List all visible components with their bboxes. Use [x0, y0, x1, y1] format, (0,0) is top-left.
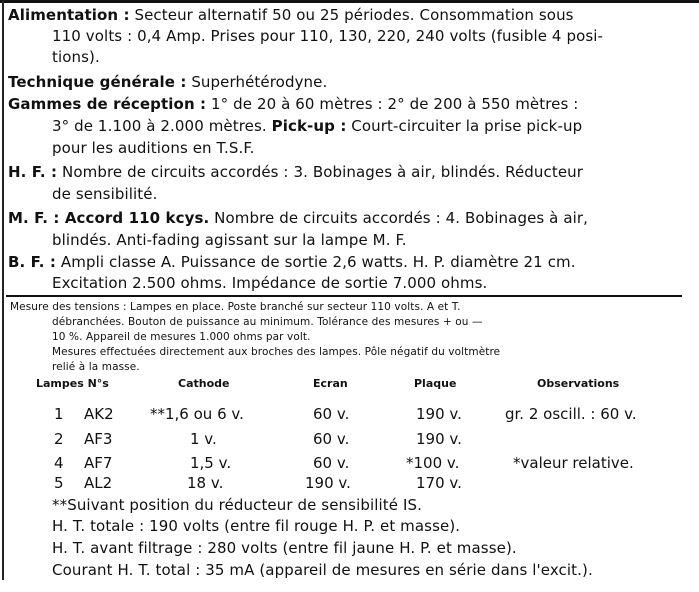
mesure-line-5: relié à la masse. [52, 361, 140, 373]
row-3-number: 4 [54, 454, 64, 472]
row-4-ecran: 190 v. [305, 474, 351, 492]
alimentation-label: Alimentation : [8, 6, 130, 24]
mesure-line-2: débranchées. Bouton de puissance au minimum. Tolérance des mesures + ou — [52, 316, 483, 328]
hf-text-1: Nombre de circuits accordés : 3. Bobinages à air, blindés. Réducteur [62, 163, 584, 181]
row-1-ecran: 60 v. [313, 405, 350, 423]
alimentation-line-1 [8, 6, 574, 24]
header-plaque: Plaque [414, 377, 457, 390]
row-2-cathode: 1 v. [190, 430, 217, 448]
technique-label: Technique générale : [8, 73, 187, 91]
row-2-plaque: 190 v. [416, 430, 462, 448]
header-lampes: Lampes N°s [36, 377, 109, 390]
gammes-line-2 [52, 117, 582, 135]
gammes-text-2b: Court-circuiter la prise pick-up [351, 117, 583, 135]
row-4-number: 5 [54, 474, 64, 492]
row-1-number: 1 [54, 405, 64, 423]
alimentation-line-2: 110 volts : 0,4 Amp. Prises pour 110, 130, 220, 240 volts (fusible 4 posi- [52, 27, 604, 45]
row-1-lamp: AK2 [84, 405, 114, 423]
technique-text: Superhétérodyne. [191, 73, 328, 91]
row-3-observations: *valeur relative. [513, 454, 634, 472]
pickup-label: Pick-up : [271, 117, 347, 135]
section-divider [6, 295, 682, 297]
gammes-text-1: 1° de 20 à 60 mètres : 2° de 200 à 550 mètres : [211, 95, 579, 113]
mf-label: M. F. : Accord 110 kcys. [8, 209, 210, 227]
row-3-cathode: 1,5 v. [190, 454, 232, 472]
row-1-observations: gr. 2 oscill. : 60 v. [505, 405, 637, 423]
row-2-lamp: AF3 [84, 430, 113, 448]
bf-line-2: Excitation 2.500 ohms. Impédance de sortie 7.000 ohms. [52, 274, 488, 292]
row-3-lamp: AF7 [84, 454, 113, 472]
note-reducteur: **Suivant position du réducteur de sensibilité IS. [52, 496, 422, 514]
row-1-plaque: 190 v. [416, 405, 462, 423]
row-2-number: 2 [54, 430, 64, 448]
row-3-ecran: 60 v. [313, 454, 350, 472]
alimentation-line-3: tions). [52, 48, 100, 66]
row-3-plaque: *100 v. [406, 454, 460, 472]
mf-text-1: Nombre de circuits accordés : 4. Bobinages à air, [214, 209, 589, 227]
bf-text-1: Ampli classe A. Puissance de sortie 2,6 watts. H. P. diamètre 21 cm. [60, 253, 576, 271]
left-rule [2, 0, 4, 580]
top-rule [0, 0, 699, 3]
gammes-line-1 [8, 95, 578, 113]
technique-line [8, 73, 327, 91]
hf-label: H. F. : [8, 163, 58, 181]
header-ecran: Ecran [313, 377, 348, 390]
gammes-line-3: pour les auditions en T.S.F. [52, 139, 255, 157]
header-cathode: Cathode [178, 377, 230, 390]
mesure-line-4: Mesures effectuées directement aux broches des lampes. Pôle négatif du voltmètre [52, 346, 501, 358]
gammes-label: Gammes de réception : [8, 95, 207, 113]
mf-line-1 [8, 209, 588, 227]
note-ht-totale: H. T. totale : 190 volts (entre fil rouge H. P. et masse). [52, 517, 461, 535]
alimentation-text-1: Secteur alternatif 50 ou 25 périodes. Consommation sous [134, 6, 574, 24]
row-4-cathode: 18 v. [187, 474, 224, 492]
row-2-ecran: 60 v. [313, 430, 350, 448]
note-ht-avant-filtrage: H. T. avant filtrage : 280 volts (entre fil jaune H. P. et masse). [52, 539, 517, 557]
mesure-line-1: Mesure des tensions : Lampes en place. Poste branché sur secteur 110 volts. A et T. [10, 301, 461, 313]
mesure-line-3: 10 %. Appareil de mesures 1.000 ohms par volt. [52, 331, 311, 343]
row-4-lamp: AL2 [84, 474, 113, 492]
bf-line-1 [8, 253, 576, 271]
bf-label: B. F. : [8, 253, 57, 271]
header-observations: Observations [537, 377, 620, 390]
gammes-text-2a: 3° de 1.100 à 2.000 mètres. [52, 117, 267, 135]
hf-line-2: de sensibilité. [52, 185, 158, 203]
row-1-cathode: **1,6 ou 6 v. [150, 405, 244, 423]
note-courant-ht: Courant H. T. total : 35 mA (appareil de mesures en série dans l'excit.). [52, 561, 593, 579]
hf-line-1 [8, 163, 583, 181]
row-4-plaque: 170 v. [416, 474, 462, 492]
mf-line-2: blindés. Anti-fading agissant sur la lampe M. F. [52, 231, 407, 249]
